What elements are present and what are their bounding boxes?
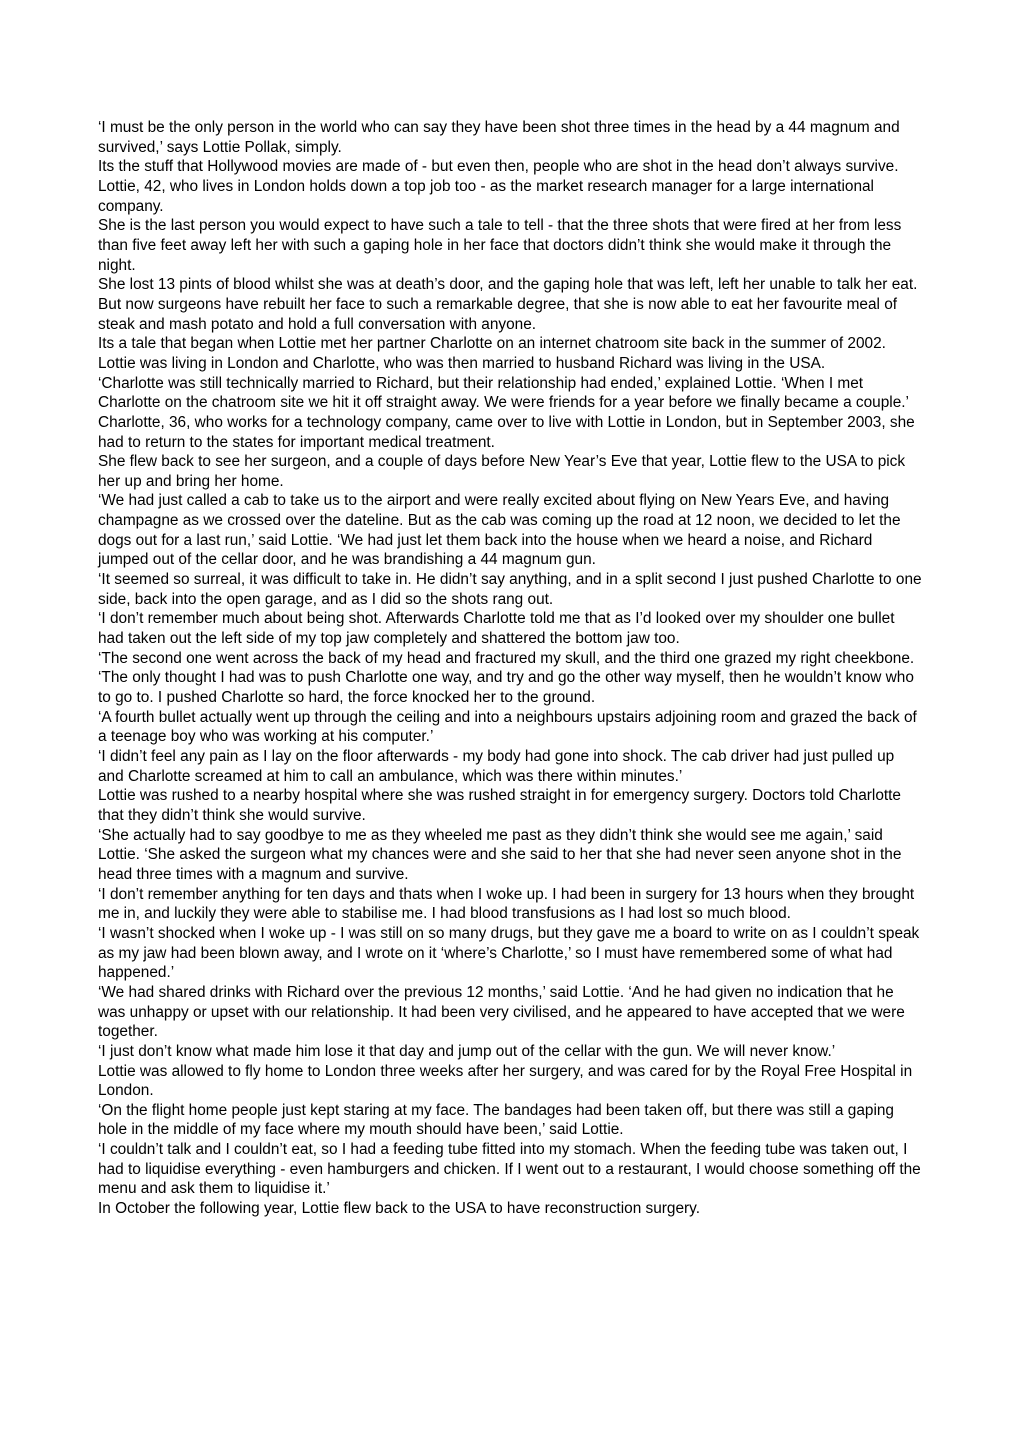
paragraph: She lost 13 pints of blood whilst she was at death’s door, and the gaping hole that was left, left her unable to talk her eat. <box>98 276 918 294</box>
paragraph: Lottie was allowed to fly home to London three weeks after her surgery, and was cared for by the Royal Free Hospital in London. <box>98 1062 913 1100</box>
document-body <box>98 118 924 1219</box>
paragraph: ‘I don’t remember much about being shot. Afterwards Charlotte told me that as I’d looked over my shoulder one bullet had taken out the left side of my top jaw completely and shattered the bottom jaw too. <box>98 610 895 648</box>
paragraph: ‘I couldn’t talk and I couldn’t eat, so I had a feeding tube fitted into my stomach. When the feeding tube was taken out, I had to liquidise everything - even hamburgers and chicken. If I went out to a restaurant, I would choose something off the menu and ask them to liquidise it.’ <box>98 1141 921 1198</box>
paragraph: ‘The only thought I had was to push Charlotte one way, and try and go the other way myself, then he wouldn’t know who to go to. I pushed Charlotte so hard, the force knocked her to the ground. <box>98 669 914 707</box>
paragraph: Lottie, 42, who lives in London holds down a top job too - as the market research manager for a large international company. <box>98 177 874 215</box>
paragraph: ‘It seemed so surreal, it was difficult to take in. He didn’t say anything, and in a split second I just pushed Charlotte to one side, back into the open garage, and as I did so the shots rang out. <box>98 571 922 608</box>
paragraph: Its the stuff that Hollywood movies are made of - but even then, people who are shot in the head don’t always survive. <box>98 158 899 176</box>
paragraph: ‘She actually had to say goodbye to me as they wheeled me past as they didn’t think she would see me again,’ said Lottie. ‘She asked the surgeon what my chances were and she said to her that she had never seen anyone shot in the head three times with a magnum and survive. <box>98 826 902 883</box>
paragraph: ‘On the flight home people just kept staring at my face. The bandages had been taken off, but there was still a gaping hole in the middle of my face where my mouth should have been,’ said Lottie. <box>98 1101 894 1139</box>
paragraph: ‘We had just called a cab to take us to the airport and were really excited about flying on New Years Eve, and having champagne as we crossed over the dateline. But as the cab was coming up the road at 12 noon, we decided to let the dogs out for a last run,’ said Lottie. ‘We had just let them back into the house when we heard a noise, and Richard jumped out of the cellar door, and he was brandishing a 44 magnum gun. <box>98 492 901 569</box>
paragraph: Lottie was living in London and Charlotte, who was then married to husband Richard was living in the USA. <box>98 354 826 372</box>
paragraph: In October the following year, Lottie flew back to the USA to have reconstruction surgery. <box>98 1200 700 1218</box>
paragraph: ‘I didn’t feel any pain as I lay on the floor afterwards - my body had gone into shock. The cab driver had just pulled up and Charlotte screamed at him to call an ambulance, which was there within minutes.’ <box>98 748 895 785</box>
paragraph: ‘I don’t remember anything for ten days and thats when I woke up. I had been in surgery for 13 hours when they brought me in, and luckily they were able to stabilise me. I had blood transfusions as I had lost so much blood. <box>98 885 915 923</box>
paragraph: ‘Charlotte was still technically married to Richard, but their relationship had ended,’ explained Lottie. ‘When I met Charlotte on the chatroom site we hit it off straight away. We were friends for a year before we finally became a couple.’ <box>98 374 909 412</box>
paragraph: ‘I must be the only person in the world who can say they have been shot three times in the head by a 44 magnum and survived,’ says Lottie Pollak, simply. <box>98 119 900 156</box>
paragraph: She flew back to see her surgeon, and a couple of days before New Year’s Eve that year, Lottie flew to the USA to pick her up and bring her home. <box>98 453 906 490</box>
paragraph: ‘A fourth bullet actually went up through the ceiling and into a neighbours upstairs adjoining room and grazed the back of a teenage boy who was working at his computer.’ <box>98 708 917 746</box>
paragraph: ‘The second one went across the back of my head and fractured my skull, and the third one grazed my right cheekbone. <box>98 649 915 667</box>
paragraph: Charlotte, 36, who works for a technology company, came over to live with Lottie in London, but in September 2003, she had to return to the states for important medical treatment. <box>98 413 915 451</box>
paragraph: Lottie was rushed to a nearby hospital where she was rushed straight in for emergency surgery. Doctors told Charlotte that they didn’t think she would survive. <box>98 787 901 824</box>
paragraph: But now surgeons have rebuilt her face to such a remarkable degree, that she is now able to eat her favourite meal of steak and mash potato and hold a full conversation with anyone. <box>98 295 898 333</box>
paragraph: ‘I just don’t know what made him lose it that day and jump out of the cellar with the gun. We will never know.’ <box>98 1042 836 1060</box>
paragraph: She is the last person you would expect to have such a tale to tell - that the three shots that were fired at her from less than five feet away left her with such a gaping hole in her face that doctors didn’t think she would make it through the night. <box>98 217 902 274</box>
paragraph: ‘We had shared drinks with Richard over the previous 12 months,’ said Lottie. ‘And he had given no indication that he was unhappy or upset with our relationship. It had been very civilised, and he appeared to have accepted that we were together. <box>98 983 905 1041</box>
paragraph: ‘I wasn’t shocked when I woke up - I was still on so many drugs, but they gave me a board to write on as I couldn’t speak as my jaw had been blown away, and I wrote on it ‘where’s Charlotte,’ so I must have remembered some of what had happened.’ <box>98 924 920 982</box>
paragraph: Its a tale that began when Lottie met her partner Charlotte on an internet chatroom site back in the summer of 2002. <box>98 335 886 353</box>
